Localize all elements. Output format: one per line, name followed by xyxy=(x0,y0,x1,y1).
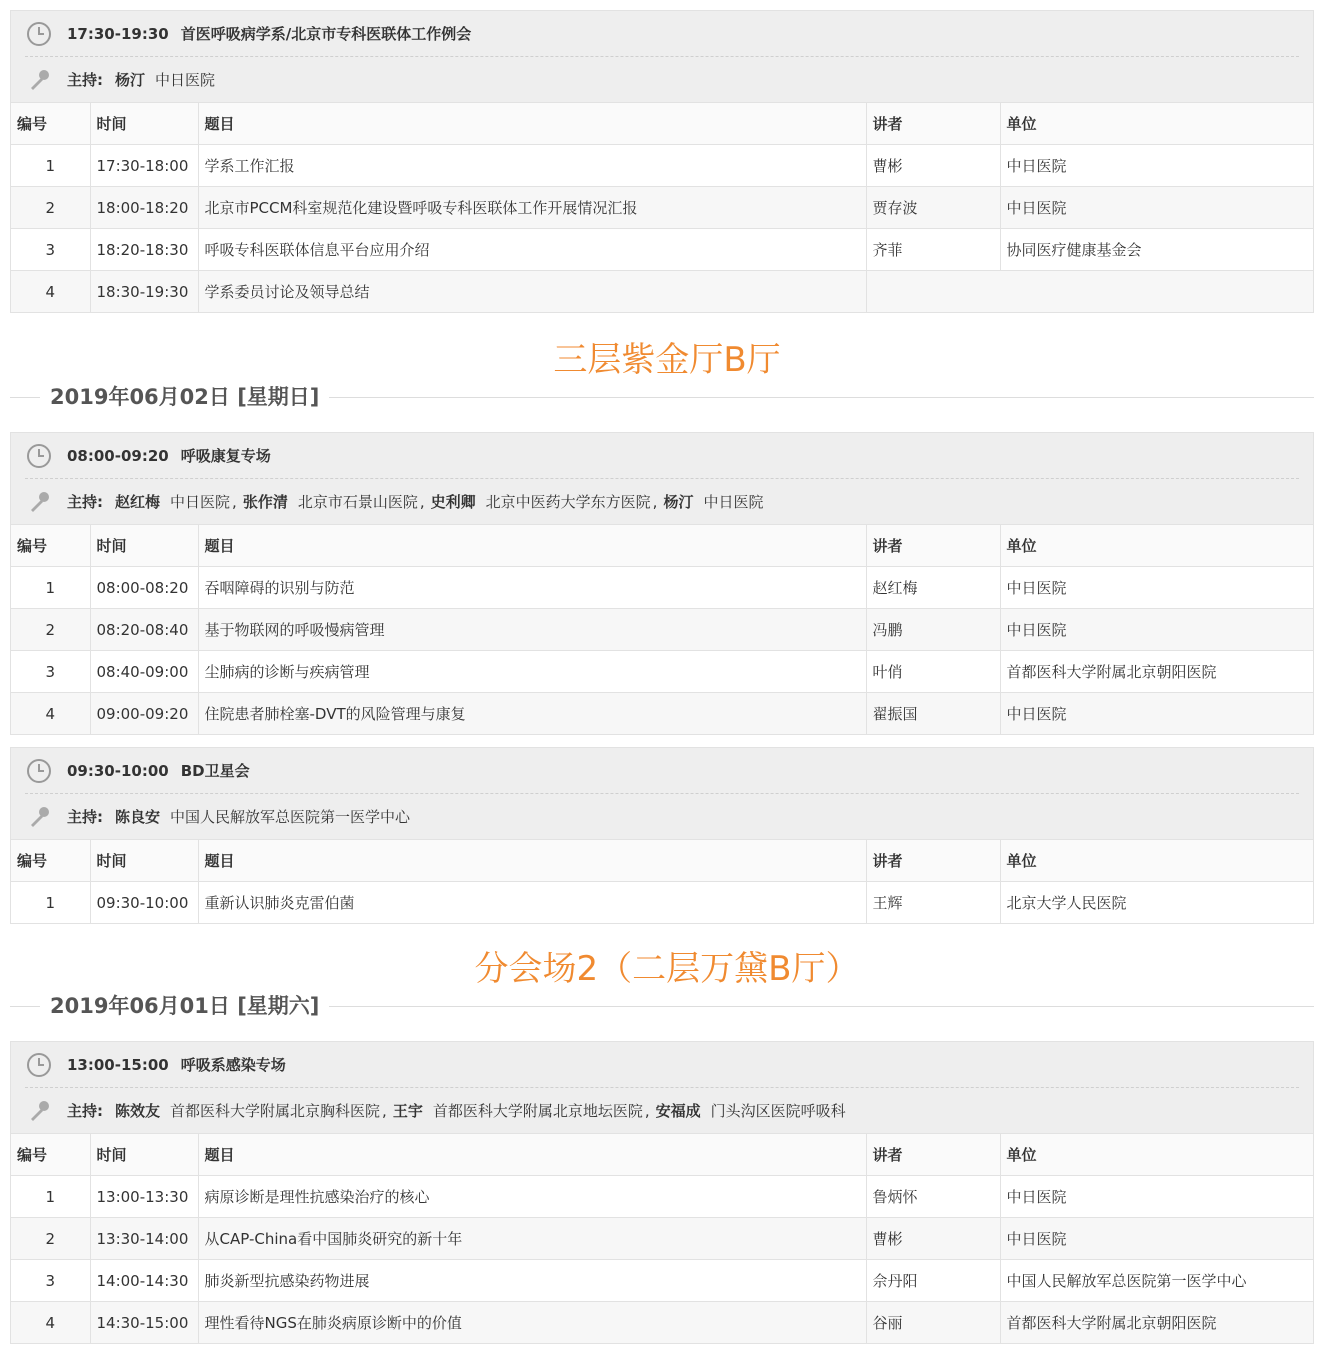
cell-num: 3 xyxy=(11,1260,90,1302)
microphone-icon xyxy=(25,803,53,831)
cell-unit: 首都医科大学附属北京朝阳医院 xyxy=(1000,1302,1313,1344)
session-card xyxy=(10,432,1314,735)
schedule-table xyxy=(11,1133,1313,1343)
schedule-table xyxy=(11,102,1313,312)
cell-num: 4 xyxy=(11,1302,90,1344)
host-org: 首都医科大学附属北京地坛医院 xyxy=(432,1102,643,1120)
microphone-icon xyxy=(25,488,53,516)
host-label: 主持: xyxy=(67,71,103,89)
host-org: 中国人民解放军总医院第一医学中心 xyxy=(170,808,411,826)
col-header-num: 编号 xyxy=(11,103,90,145)
session-card xyxy=(10,10,1314,313)
cell-topic: 呼吸专科医联体信息平台应用介绍 xyxy=(198,229,866,271)
cell-speaker: 冯鹏 xyxy=(866,609,1000,651)
schedule-table xyxy=(11,839,1313,923)
cell-time: 08:00-08:20 xyxy=(90,567,198,609)
col-header-time: 时间 xyxy=(90,525,198,567)
session-title: 呼吸系感染专场 xyxy=(180,1056,286,1074)
table-header-row xyxy=(11,840,1313,882)
table-row xyxy=(11,1302,1313,1344)
cell-time: 14:30-15:00 xyxy=(90,1302,198,1344)
cell-speaker: 王辉 xyxy=(866,882,1000,924)
cell-time: 13:00-13:30 xyxy=(90,1176,198,1218)
cell-unit: 北京大学人民医院 xyxy=(1000,882,1313,924)
col-header-topic: 题目 xyxy=(198,103,866,145)
host-org: 北京中医药大学东方医院 xyxy=(485,493,651,511)
table-row xyxy=(11,1260,1313,1302)
cell-time: 13:30-14:00 xyxy=(90,1218,198,1260)
cell-speaker: 齐菲 xyxy=(866,229,1000,271)
col-header-topic: 题目 xyxy=(198,840,866,882)
cell-topic: 学系工作汇报 xyxy=(198,145,866,187)
cell-topic: 基于物联网的呼吸慢病管理 xyxy=(198,609,866,651)
cell-num: 1 xyxy=(11,882,90,924)
host-name: 张作清 xyxy=(242,493,288,511)
host-name: 安福成 xyxy=(655,1102,701,1120)
host-org: 首都医科大学附属北京胸科医院 xyxy=(170,1102,381,1120)
cell-topic: 住院患者肺栓塞-DVT的风险管理与康复 xyxy=(198,693,866,735)
table-header-row xyxy=(11,103,1313,145)
cell-unit: 中日医院 xyxy=(1000,187,1313,229)
table-row xyxy=(11,1218,1313,1260)
host-label: 主持: xyxy=(67,808,103,826)
table-row xyxy=(11,187,1313,229)
cell-speaker xyxy=(866,271,1313,313)
cell-time: 17:30-18:00 xyxy=(90,145,198,187)
cell-topic: 吞咽障碍的识别与防范 xyxy=(198,567,866,609)
cell-num: 3 xyxy=(11,651,90,693)
microphone-icon xyxy=(25,1097,53,1125)
cell-topic: 从CAP-China看中国肺炎研究的新十年 xyxy=(198,1218,866,1260)
session-card xyxy=(10,1041,1314,1344)
cell-num: 3 xyxy=(11,229,90,271)
clock-icon xyxy=(25,20,53,48)
cell-speaker: 翟振国 xyxy=(866,693,1000,735)
host-label: 主持: xyxy=(67,493,103,511)
table-row xyxy=(11,229,1313,271)
col-header-speaker: 讲者 xyxy=(866,1134,1000,1176)
host-label: 主持: xyxy=(67,1102,103,1120)
cell-unit: 中日医院 xyxy=(1000,693,1313,735)
cell-unit: 中日医院 xyxy=(1000,145,1313,187)
host-name: 杨汀 xyxy=(115,71,146,89)
host-name: 杨汀 xyxy=(663,493,694,511)
cell-num: 1 xyxy=(11,145,90,187)
cell-unit: 中日医院 xyxy=(1000,1176,1313,1218)
col-header-num: 编号 xyxy=(11,840,90,882)
host-name: 王宇 xyxy=(392,1102,423,1120)
cell-time: 09:00-09:20 xyxy=(90,693,198,735)
cell-speaker: 叶俏 xyxy=(866,651,1000,693)
table-row xyxy=(11,145,1313,187)
schedule-table xyxy=(11,524,1313,734)
table-header-row xyxy=(11,525,1313,567)
col-header-unit: 单位 xyxy=(1000,525,1313,567)
col-header-speaker: 讲者 xyxy=(866,103,1000,145)
cell-topic: 肺炎新型抗感染药物进展 xyxy=(198,1260,866,1302)
host-org: 中日医院 xyxy=(170,493,231,511)
day-date: 2019年06月01日 [星期六] xyxy=(40,991,329,1021)
cell-speaker: 赵红梅 xyxy=(866,567,1000,609)
session-title: BD卫星会 xyxy=(180,762,250,780)
session-title: 首医呼吸病学系/北京市专科医联体工作例会 xyxy=(180,25,472,43)
venue-title: 分会场2（二层万黛B厅） xyxy=(474,949,860,989)
cell-topic: 病原诊断是理性抗感染治疗的核心 xyxy=(198,1176,866,1218)
session-time: 13:00-15:00 xyxy=(67,1055,169,1074)
host-org: 北京市石景山医院 xyxy=(297,493,418,511)
cell-num: 2 xyxy=(11,1218,90,1260)
cell-topic: 尘肺病的诊断与疾病管理 xyxy=(198,651,866,693)
col-header-unit: 单位 xyxy=(1000,1134,1313,1176)
col-header-num: 编号 xyxy=(11,525,90,567)
table-row xyxy=(11,271,1313,313)
cell-unit: 中国人民解放军总医院第一医学中心 xyxy=(1000,1260,1313,1302)
day-heading xyxy=(10,991,1314,1021)
cell-num: 4 xyxy=(11,271,90,313)
cell-num: 2 xyxy=(11,187,90,229)
day-heading xyxy=(10,382,1314,412)
table-row xyxy=(11,693,1313,735)
cell-unit: 中日医院 xyxy=(1000,1218,1313,1260)
host-name: 陈良安 xyxy=(115,808,161,826)
cell-time: 08:40-09:00 xyxy=(90,651,198,693)
col-header-topic: 题目 xyxy=(198,525,866,567)
cell-num: 2 xyxy=(11,609,90,651)
col-header-unit: 单位 xyxy=(1000,840,1313,882)
session-time: 09:30-10:00 xyxy=(67,761,169,780)
cell-topic: 重新认识肺炎克雷伯菌 xyxy=(198,882,866,924)
cell-num: 1 xyxy=(11,567,90,609)
host-org: 门头沟区医院呼吸科 xyxy=(710,1102,846,1120)
col-header-time: 时间 xyxy=(90,1134,198,1176)
col-header-unit: 单位 xyxy=(1000,103,1313,145)
cell-time: 18:30-19:30 xyxy=(90,271,198,313)
venue-title: 三层紫金厅B厅 xyxy=(553,340,781,380)
col-header-time: 时间 xyxy=(90,103,198,145)
cell-unit: 中日医院 xyxy=(1000,609,1313,651)
cell-time: 08:20-08:40 xyxy=(90,609,198,651)
day-date: 2019年06月02日 [星期日] xyxy=(40,382,329,412)
session-header: 08:00-09:20 呼吸康复专场 主持: 赵红梅 中日医院 , 张作清 北京市石景山医院 , 史利卿 北京中医药大学东方医院 , 杨汀 中日医院 xyxy=(11,433,1313,524)
cell-num: 1 xyxy=(11,1176,90,1218)
table-row xyxy=(11,1176,1313,1218)
cell-time: 18:00-18:20 xyxy=(90,187,198,229)
session-header: 13:00-15:00 呼吸系感染专场 主持: 陈效友 首都医科大学附属北京胸科医院 , 王宇 首都医科大学附属北京地坛医院 , 安福成 门头沟区医院呼吸科 xyxy=(11,1042,1313,1133)
cell-unit: 首都医科大学附属北京朝阳医院 xyxy=(1000,651,1313,693)
table-header-row xyxy=(11,1134,1313,1176)
cell-num: 4 xyxy=(11,693,90,735)
table-row xyxy=(11,609,1313,651)
cell-time: 14:00-14:30 xyxy=(90,1260,198,1302)
cell-speaker: 谷丽 xyxy=(866,1302,1000,1344)
col-header-num: 编号 xyxy=(11,1134,90,1176)
cell-speaker: 佘丹阳 xyxy=(866,1260,1000,1302)
clock-icon xyxy=(25,1051,53,1079)
table-row xyxy=(11,567,1313,609)
session-card xyxy=(10,747,1314,924)
table-row xyxy=(11,651,1313,693)
cell-unit: 协同医疗健康基金会 xyxy=(1000,229,1313,271)
col-header-topic: 题目 xyxy=(198,1134,866,1176)
cell-unit: 中日医院 xyxy=(1000,567,1313,609)
microphone-icon xyxy=(25,66,53,94)
session-title: 呼吸康复专场 xyxy=(180,447,271,465)
session-header xyxy=(11,11,1313,102)
table-row xyxy=(11,882,1313,924)
clock-icon xyxy=(25,757,53,785)
col-header-speaker: 讲者 xyxy=(866,840,1000,882)
col-header-time: 时间 xyxy=(90,840,198,882)
col-header-speaker: 讲者 xyxy=(866,525,1000,567)
cell-time: 18:20-18:30 xyxy=(90,229,198,271)
host-name: 赵红梅 xyxy=(115,493,161,511)
session-time: 17:30-19:30 xyxy=(67,24,169,43)
cell-time: 09:30-10:00 xyxy=(90,882,198,924)
cell-topic: 学系委员讨论及领导总结 xyxy=(198,271,866,313)
host-org: 中日医院 xyxy=(155,71,216,89)
host-name: 陈效友 xyxy=(115,1102,161,1120)
session-header xyxy=(11,748,1313,839)
session-time: 08:00-09:20 xyxy=(67,446,169,465)
cell-speaker: 曹彬 xyxy=(866,145,1000,187)
host-org: 中日医院 xyxy=(703,493,764,511)
clock-icon xyxy=(25,442,53,470)
cell-topic: 北京市PCCM科室规范化建设暨呼吸专科医联体工作开展情况汇报 xyxy=(198,187,866,229)
host-name: 史利卿 xyxy=(430,493,476,511)
cell-speaker: 鲁炳怀 xyxy=(866,1176,1000,1218)
cell-speaker: 曹彬 xyxy=(866,1218,1000,1260)
cell-speaker: 贾存波 xyxy=(866,187,1000,229)
cell-topic: 理性看待NGS在肺炎病原诊断中的价值 xyxy=(198,1302,866,1344)
